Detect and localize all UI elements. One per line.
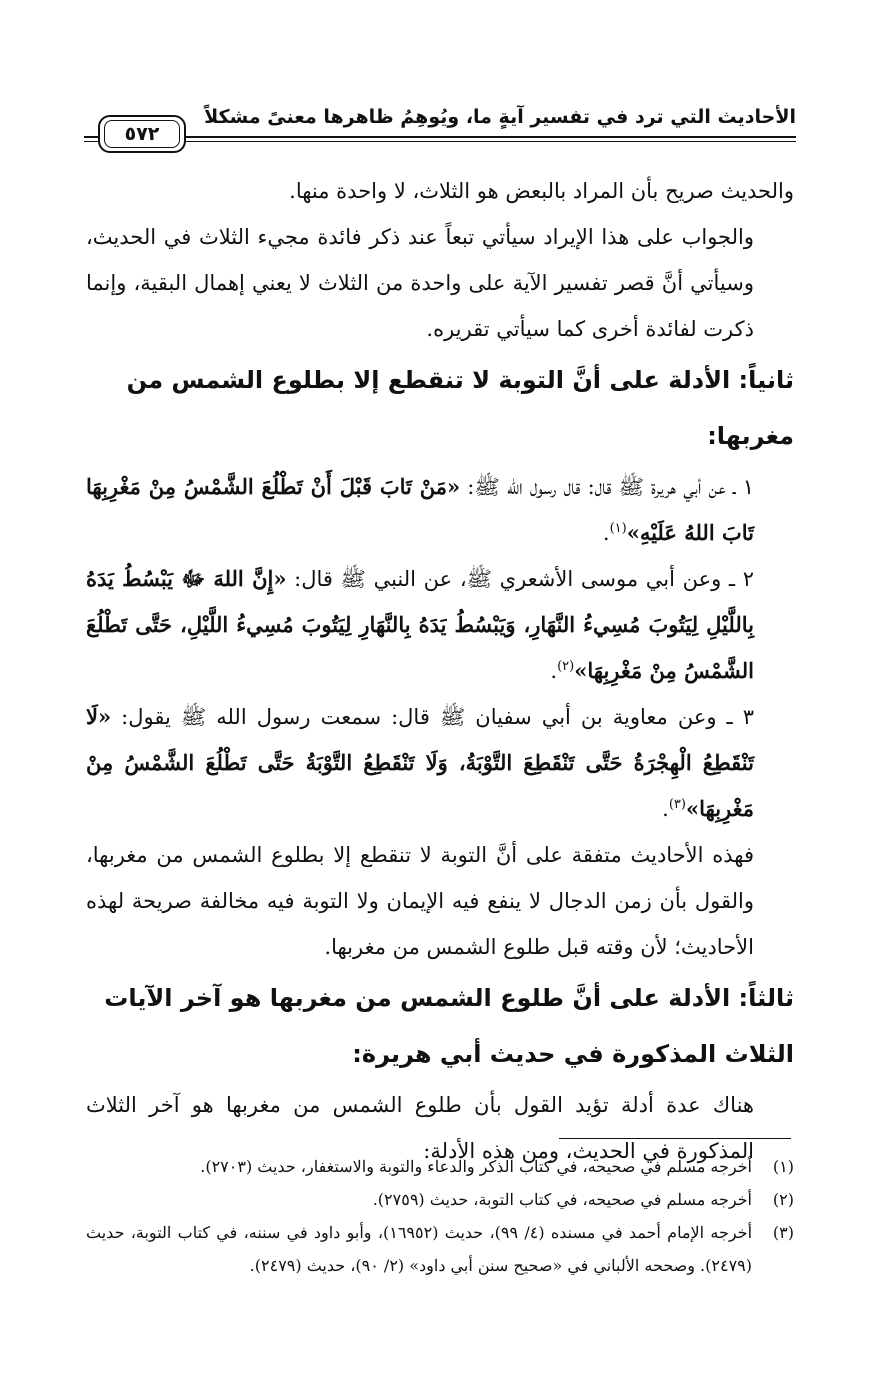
- footnote-number: (٢): [772, 1190, 794, 1209]
- main-text: [86, 168, 794, 1174]
- punctuation: .: [550, 659, 558, 683]
- paragraph: والجواب على هذا الإيراد سيأتي تبعاً عند ذكر فائدة مجيء الثلاث في الحديث، وسيأتي أنَّ قصر تفسير الآية على واحدة من الثلاث لا يعني إهمال البقية، وإنما ذكرت لفائدة أخرى كما سيأتي تقريره.: [86, 225, 754, 341]
- hadith-text: «مَنْ تَابَ قَبْلَ أَنْ تَطْلُعَ الشَّمْسُ مِنْ مَغْرِبِهَا تَابَ اللهُ عَلَيْهِ»: [86, 474, 754, 545]
- hadith-intro: ١ ـ عن أبي هريرة ﷺ قال: قال رسول الله ﷺ:: [460, 475, 755, 499]
- page-number-frame: [98, 115, 186, 153]
- hadith-item: [86, 556, 794, 694]
- footnote-text: أخرجه مسلم في صحيحه، في كتاب التوبة، حديث (٢٧٥٩).: [372, 1190, 752, 1209]
- hadith-text: «إِنَّ اللهَ ﷻ يَبْسُطُ يَدَهُ بِاللَّيْلِ لِيَتُوبَ مُسِيءُ النَّهَارِ، وَيَبْسُطُ يَدَهُ بِالنَّهَارِ لِيَتُوبَ مُسِيءُ اللَّيْلِ، حَتَّى تَطْلُعَ الشَّمْسُ مِنْ مَغْرِبِهَا»: [86, 566, 754, 683]
- footnote-ref: (٢): [557, 659, 575, 674]
- header-rule: [146, 136, 796, 138]
- footnote-ref: (٣): [668, 797, 686, 812]
- hadith-intro: ٢ ـ وعن أبي موسى الأشعري ﷺ، عن النبي ﷺ قال:: [286, 567, 754, 591]
- footnote: [86, 1150, 794, 1183]
- hadith-item: [86, 694, 794, 832]
- footnote: [86, 1183, 794, 1216]
- page-number: ٥٧٢: [104, 120, 180, 148]
- punctuation: .: [602, 521, 610, 545]
- section-heading: ثالثاً: الأدلة على أنَّ طلوع الشمس من مغربها هو آخر الآيات الثلاث المذكورة في حديث أبي هريرة:: [104, 984, 794, 1068]
- footnote-number: (١): [772, 1157, 794, 1176]
- punctuation: .: [662, 797, 669, 821]
- running-title: الأحاديث التي ترد في تفسير آيةٍ ما، ويُوهِمُ ظاهرها معنىً مشكلاً: [204, 106, 796, 128]
- hadith-item: [86, 464, 794, 556]
- header-rule: [146, 141, 796, 142]
- section-heading: ثانياً: الأدلة على أنَّ التوبة لا تنقطع إلا بطلوع الشمس من مغربها:: [126, 366, 794, 450]
- hadith-text: «لَا تَنْقَطِعُ الْهِجْرَةُ حَتَّى تَنْقَطِعَ التَّوْبَةُ، وَلَا تَنْقَطِعُ التَّوْبَةُ حَتَّى تَطْلُعَ الشَّمْسُ مِنْ مَغْرِبِهَا»: [86, 704, 754, 821]
- footnotes: [86, 1150, 794, 1282]
- footnote-text: أخرجه مسلم في صحيحه، في كتاب الذكر والدعاء والتوبة والاستغفار، حديث (٢٧٠٣).: [200, 1157, 752, 1176]
- footnote-text: أخرجه الإمام أحمد في مسنده (٤/ ٩٩)، حديث (١٦٩٥٢)، وأبو داود في سننه، في كتاب التوبة، حديث (٢٤٧٩). وصححه الألباني في «صحيح سنن أبي داود» (٢/ ٩٠)، حديث (٢٤٧٩).: [86, 1223, 753, 1275]
- footnote: [86, 1216, 794, 1282]
- page-header: [84, 100, 796, 150]
- footnote-number: (٣): [772, 1223, 794, 1242]
- footnote-ref: (١): [609, 521, 627, 536]
- paragraph: هناك عدة أدلة تؤيد القول بأن طلوع الشمس من مغربها هو آخر الثلاث المذكورة في الحديث، ومن هذه الأدلة:: [86, 1093, 754, 1163]
- hadith-intro: ٣ ـ وعن معاوية بن أبي سفيان ﷺ قال: سمعت رسول الله ﷺ يقول:: [111, 705, 754, 729]
- footnote-separator: [559, 1138, 791, 1139]
- paragraph: فهذه الأحاديث متفقة على أنَّ التوبة لا تنقطع إلا بطلوع الشمس من مغربها، والقول بأن زمن الدجال لا ينفع فيه الإيمان ولا التوبة فيه مخالفة صريحة لهذه الأحاديث؛ لأن وقته قبل طلوع الشمس من مغربها.: [86, 843, 754, 959]
- paragraph: والحديث صريح بأن المراد بالبعض هو الثلاث، لا واحدة منها.: [289, 179, 794, 203]
